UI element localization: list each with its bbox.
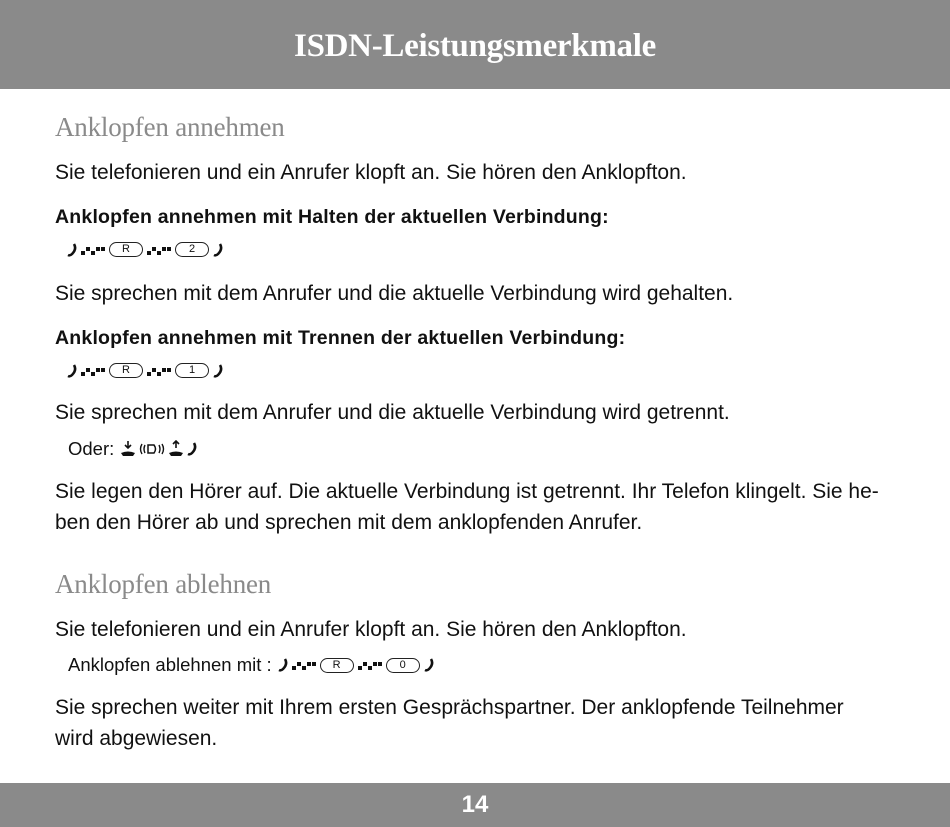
- flash-signal-icon: [81, 243, 105, 257]
- r-key-icon: R: [320, 658, 354, 673]
- handset-icon: [67, 243, 77, 257]
- digit-key-icon: 2: [175, 242, 209, 257]
- handset-icon: [213, 243, 223, 257]
- page-header: [0, 0, 950, 89]
- hang-up-icon: [120, 440, 136, 458]
- hold-key-sequence: [67, 242, 223, 257]
- reject-result-line1: Sie sprechen weiter mit Ihrem ersten Gesprächspartner. Der anklopfende Teilnehmer: [55, 696, 844, 719]
- page-title: ISDN-Leistungsmerkmale: [294, 28, 656, 64]
- accept-intro: Sie telefonieren und ein Anrufer klopft an. Sie hören den Anklopfton.: [55, 161, 687, 184]
- r-key-icon: R: [109, 242, 143, 257]
- ringing-icon: [139, 440, 165, 458]
- hold-result: Sie sprechen mit dem Anrufer und die aktuelle Verbindung wird gehalten.: [55, 282, 734, 305]
- flash-signal-icon: [147, 243, 171, 257]
- reject-sequence: [68, 654, 434, 676]
- flash-signal-icon: [81, 364, 105, 378]
- alternative-text-line1: Sie legen den Hörer auf. Die aktuelle Verbindung ist getrennt. Ihr Telefon klingelt. Sie he-: [55, 480, 879, 503]
- reject-result-line2: wird abgewiesen.: [55, 727, 218, 750]
- flash-signal-icon: [147, 364, 171, 378]
- flash-signal-icon: [292, 658, 316, 672]
- pick-up-icon: [168, 440, 184, 458]
- handset-icon: [278, 658, 288, 672]
- hold-subheading: Anklopfen annehmen mit Halten der aktuellen Verbindung:: [55, 206, 609, 228]
- alternative-sequence: [68, 438, 197, 460]
- disconnect-result: Sie sprechen mit dem Anrufer und die aktuelle Verbindung wird getrennt.: [55, 401, 730, 424]
- handset-icon: [213, 364, 223, 378]
- handset-icon: [424, 658, 434, 672]
- alternative-text-line2: ben den Hörer ab und sprechen mit dem anklopfenden Anrufer.: [55, 511, 643, 534]
- digit-key-icon: 1: [175, 363, 209, 378]
- reject-intro: Sie telefonieren und ein Anrufer klopft an. Sie hören den Anklopfton.: [55, 618, 687, 641]
- disconnect-subheading: Anklopfen annehmen mit Trennen der aktuellen Verbindung:: [55, 327, 626, 349]
- flash-signal-icon: [358, 658, 382, 672]
- r-key-icon: R: [109, 363, 143, 378]
- digit-key-icon: 0: [386, 658, 420, 673]
- page-footer: [0, 783, 950, 827]
- section-heading-reject: Anklopfen ablehnen: [55, 569, 272, 599]
- handset-icon: [187, 442, 197, 456]
- alt-label: Oder:: [68, 438, 115, 459]
- handset-icon: [67, 364, 77, 378]
- section-heading-accept: Anklopfen annehmen: [55, 112, 285, 142]
- reject-label: Anklopfen ablehnen mit :: [68, 654, 272, 675]
- disconnect-key-sequence: [67, 363, 223, 378]
- page-number: 14: [461, 791, 489, 818]
